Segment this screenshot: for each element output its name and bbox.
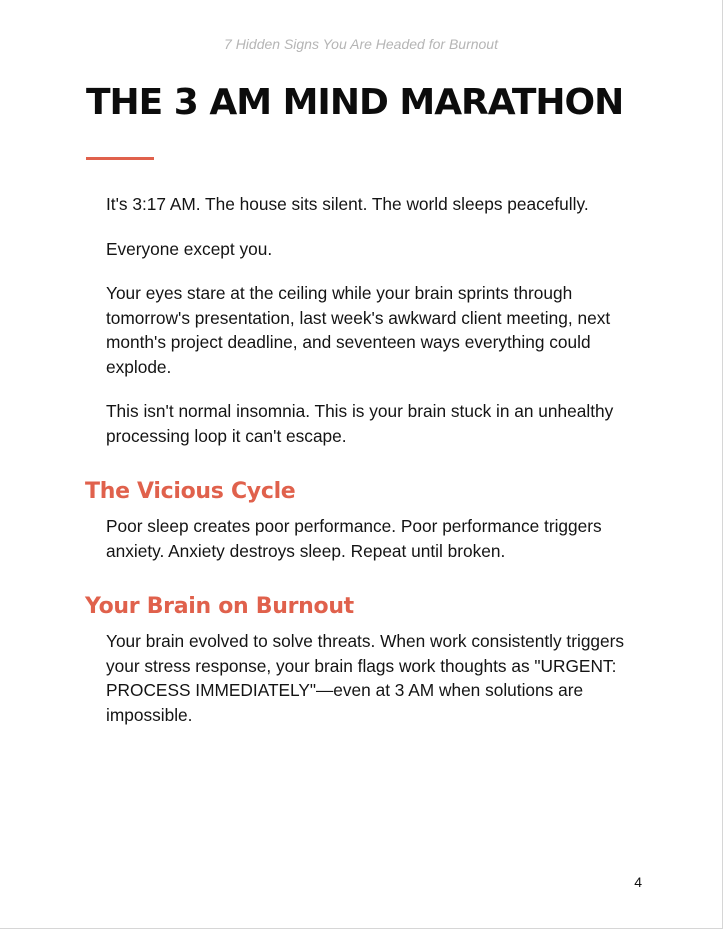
intro-paragraph: Your eyes stare at the ceiling while your brain sprints through tomorrow's presentation, last week's awkward client meeting, next month's project deadline, and seventeen ways everything could explode. xyxy=(106,283,611,377)
page-number: 4 xyxy=(634,874,642,890)
chapter-title: THE 3 AM MIND MARATHON xyxy=(86,82,624,123)
title-accent-rule xyxy=(86,157,154,160)
intro-paragraph: It's 3:17 AM. The house sits silent. The world sleeps peacefully. xyxy=(106,194,589,214)
section-heading-brain-on-burnout: Your Brain on Burnout xyxy=(85,594,354,619)
section-paragraph: Poor sleep creates poor performance. Poor performance triggers anxiety. Anxiety destroys sleep. Repeat until broken. xyxy=(106,516,602,561)
running-header: 7 Hidden Signs You Are Headed for Burnout xyxy=(224,36,498,52)
section-paragraph: Your brain evolved to solve threats. When work consistently triggers your stress response, your brain flags work thoughts as "URGENT: PROCESS IMMEDIATELY"—even at 3 AM when solutions are impossible. xyxy=(106,631,625,725)
intro-paragraph: This isn't normal insomnia. This is your brain stuck in an unhealthy processing loop it can't escape. xyxy=(106,401,614,446)
intro-paragraph: Everyone except you. xyxy=(106,238,273,259)
page-content xyxy=(0,192,722,747)
section-heading-vicious-cycle: The Vicious Cycle xyxy=(85,479,296,504)
